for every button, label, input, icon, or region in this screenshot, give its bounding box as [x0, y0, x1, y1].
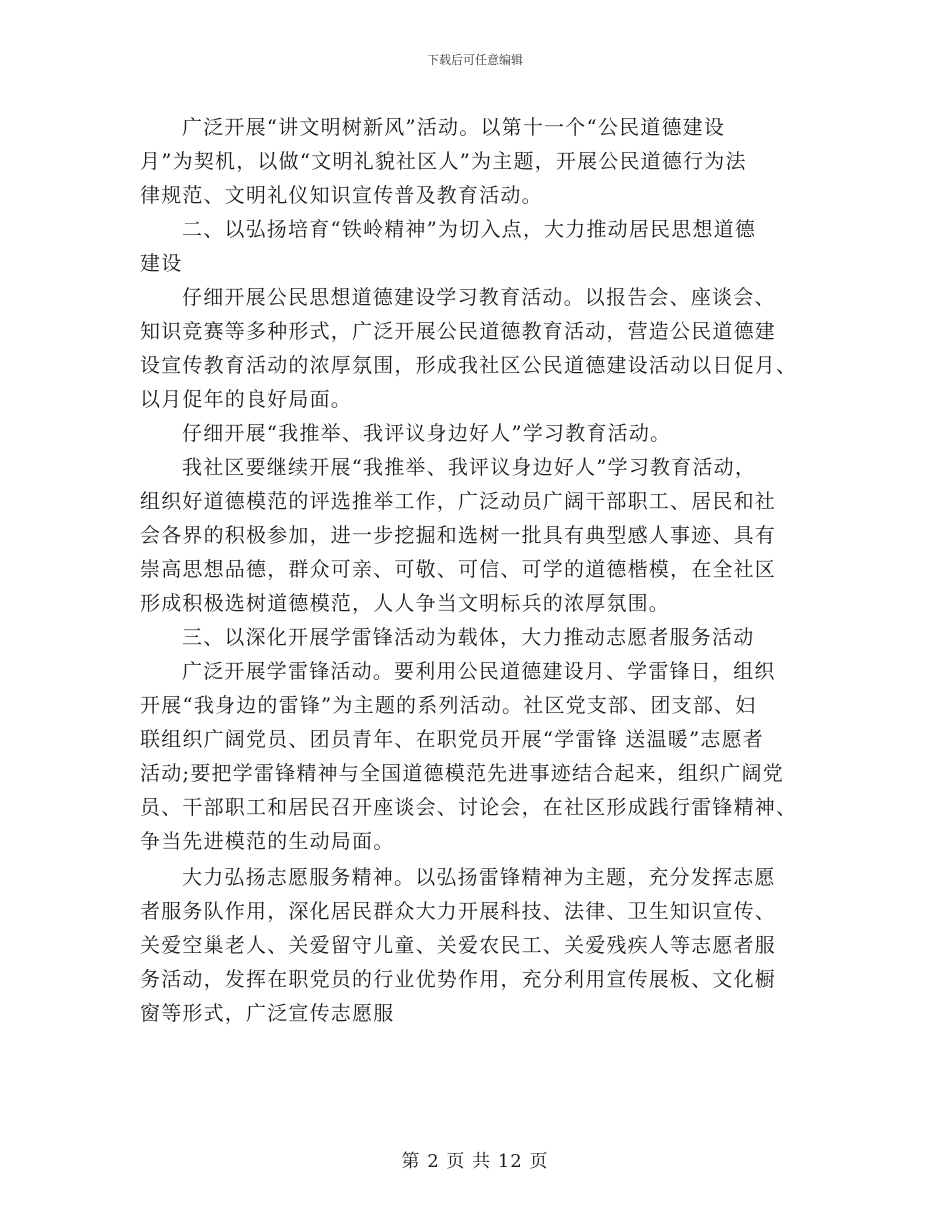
- paragraph-line: 关爱空巢老人、关爱留守儿童、关爱农民工、关爱残疾人等志愿者服: [140, 933, 776, 957]
- paragraph-line: 活动;要把学雷锋精神与全国道德模范先进事迹结合起来，组织广阔党: [140, 761, 784, 785]
- paragraph-line: 我社区要继续开展“我推举、我评议身边好人”学习教育活动，: [182, 455, 757, 479]
- paragraph-line: 崇高思想品德，群众可亲、可敬、可信、可学的道德楷模，在全社区: [140, 557, 776, 581]
- paragraph-line: 开展“我身边的雷锋”为主题的系列活动。社区党支部、团支部、妇: [140, 693, 757, 717]
- paragraph-line: 员、干部职工和居民召开座谈会、讨论会，在社区形成践行雷锋精神、: [140, 795, 798, 819]
- paragraph-line: 争当先进模范的生动局面。: [140, 829, 395, 853]
- paragraph-line: 联组织广阔党员、团员青年、在职党员开展“学雷锋 送温暖”志愿者: [140, 727, 765, 751]
- paragraph-line: 窗等形式，广泛宣传志愿服: [140, 1001, 395, 1025]
- paragraph-line: 形成积极选树道德模范，人人争当文明标兵的浓厚氛围。: [140, 591, 670, 615]
- paragraph-line: 会各界的积极参加，进一步挖掘和选树一批具有典型感人事迹、具有: [140, 523, 776, 547]
- page-number-footer: 第 2 页 共 12 页: [401, 1151, 549, 1172]
- paragraph-line: 以月促年的良好局面。: [140, 387, 352, 411]
- paragraph-line: 设宣传教育活动的浓厚氛围，形成我社区公民道德建设活动以日促月、: [140, 353, 798, 377]
- paragraph-line: 广泛开展学雷锋活动。要利用公民道德建设月、学雷锋日，组织: [182, 659, 776, 683]
- section-heading-line: 二、以弘扬培育“铁岭精神”为切入点，大力推动居民思想道德: [182, 217, 757, 241]
- section-heading-line: 三、以深化开展学雷锋活动为载体，大力推动志愿者服务活动: [182, 625, 755, 649]
- page-header: 下载后可任意编辑: [426, 53, 523, 67]
- paragraph-line: 者服务队作用，深化居民群众大力开展科技、法律、卫生知识宣传、: [140, 899, 776, 923]
- document-body: [140, 110, 820, 1030]
- paragraph-line: 仔细开展公民思想道德建设学习教育活动。以报告会、座谈会、: [182, 285, 776, 309]
- paragraph-line: 仔细开展“我推举、我评议身边好人”学习教育活动。: [182, 421, 672, 445]
- paragraph-line: 广泛开展“讲文明树新风”活动。以第十一个“公民道德建设: [182, 115, 726, 139]
- paragraph-line: 律规范、文明礼仪知识宣传普及教育活动。: [140, 183, 543, 207]
- paragraph-line: 大力弘扬志愿服务精神。以弘扬雷锋精神为主题，充分发挥志愿: [182, 865, 776, 889]
- paragraph-line: 组织好道德模范的评选推举工作，广泛动员广阔干部职工、居民和社: [140, 489, 776, 513]
- paragraph-line: 月”为契机，以做“文明礼貌社区人”为主题，开展公民道德行为法: [140, 149, 747, 173]
- section-heading-line: 建设: [140, 251, 183, 275]
- paragraph-line: 知识竞赛等多种形式，广泛开展公民道德教育活动，营造公民道德建: [140, 319, 776, 343]
- paragraph-line: 务活动，发挥在职党员的行业优势作用，充分利用宣传展板、文化橱: [140, 967, 776, 991]
